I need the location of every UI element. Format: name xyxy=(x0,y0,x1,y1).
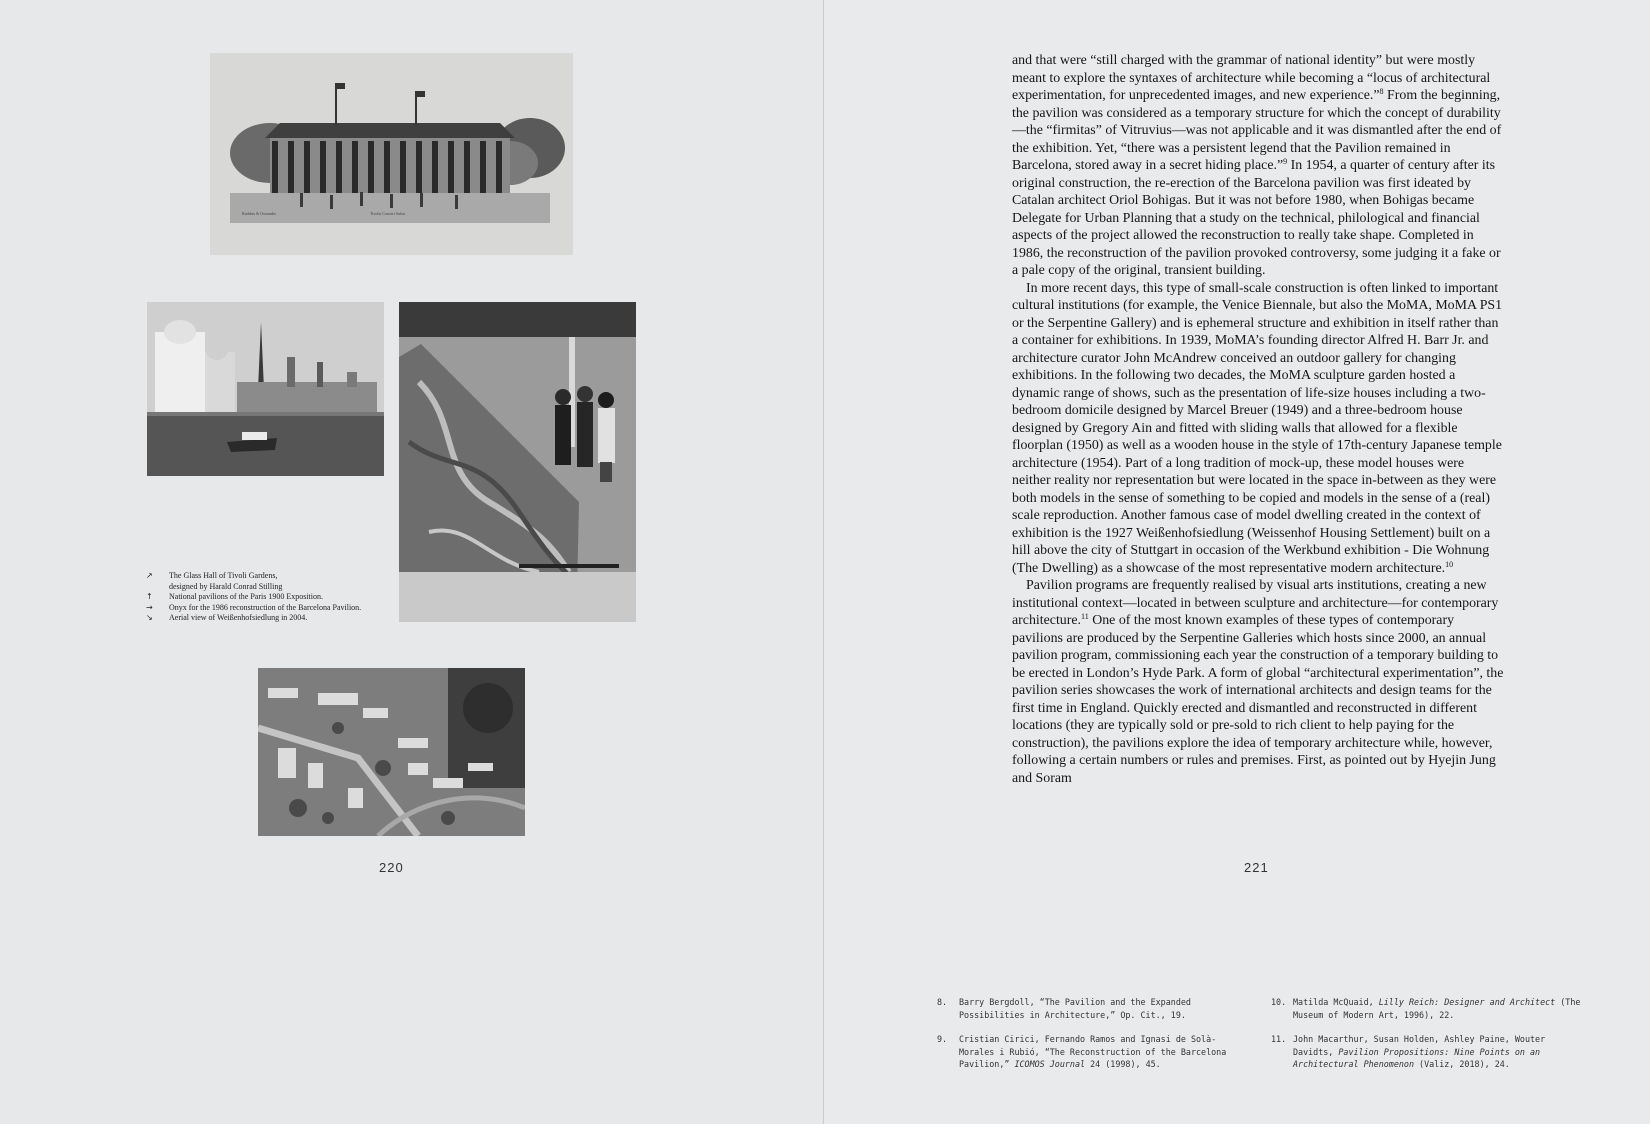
footnote-ref: 10 xyxy=(1445,559,1454,569)
caption-text: National pavilions of the Paris 1900 Exposition. xyxy=(169,592,323,602)
text-run: Pavilion programs are frequently realised by visual arts institutions, creating a new institutional context—located in between sculpture and architecture—for contemporary architecture. xyxy=(1012,578,1499,628)
footnote-run: John Macarthur, Susan Holden, Ashley Paine, Wouter Davidts, xyxy=(1293,1034,1546,1057)
footnote xyxy=(937,1033,1237,1071)
caption-line xyxy=(146,592,386,603)
glass-hall-engraving xyxy=(210,53,573,255)
engraving-credit-right: Tivolis Concert Salon xyxy=(370,211,405,216)
footnotes-left xyxy=(937,996,1237,1083)
aerial-weissenhof xyxy=(258,668,525,836)
text-run: In more recent days, this type of small-scale construction is often linked to important cultural institutions (for example, the Venice Biennale, but also the MoMA, MoMA PS1 or the Serpentine Gallery) and is ephemeral structure and exhibition in itself rather than a container for exhibitions. In 1939, MoMA’s founding director Alfred H. Barr Jr. and architecture curator John McAndrew conceived an outdoor gallery for changing exhibitions. In the following two decades, the MoMA sculpture garden hosted a dynamic range of shows, such as the presentation of life-size houses including a two-bedroom domicile designed by Marcel Breuer (1949) and a three-bedroom house designed by Gregory Ain and fitted with sliding walls that allowed for a flexible floorplan (1950) as well as a wooden house in the style of 17th-century Japanese temple architecture (1954). Part of a long tradition of mock-up, these model houses were neither reality nor representation but were located in the space in-between as they were both models in the sense of something to be copied and models in the sense of a (real) scale reproduction. Another famous case of model dwelling created in the context of exhibition is the 1927 Weißenhofsiedlung (Weissenhof Housing Settlement) built on a hill above the city of Stuttgart in occasion of the Werkbund exhibition - Die Wohnung (The Dwelling) as a showcase of the most representative modern architecture. xyxy=(1012,280,1503,576)
page-number-left: 220 xyxy=(379,860,404,875)
caption-line xyxy=(146,571,386,582)
arrow-se-icon: ↘ xyxy=(146,613,153,623)
caption-line xyxy=(146,582,386,593)
caption-text: Onyx for the 1986 reconstruction of the Barcelona Pavilion. xyxy=(169,602,362,612)
onyx-wall-photo xyxy=(399,302,636,622)
footnote-text xyxy=(1293,1033,1589,1071)
caption-arrow xyxy=(146,582,169,593)
arrow-ne-icon: ↗ xyxy=(146,571,153,580)
footnote-italic: Lilly Reich: Designer and Architect xyxy=(1378,997,1556,1007)
caption-block xyxy=(146,571,386,624)
text-run: and that were “still charged with the grammar of national identity” but were mostly meant to explore the syntaxes of architecture while becoming a “locus of architectural experimentation, for unprecedented images, and new experience.” xyxy=(1012,53,1491,103)
footnote-italic: ICOMOS Journal xyxy=(1014,1059,1086,1070)
footnote-run: Matilda McQuaid, xyxy=(1293,997,1379,1007)
footnote-run: (Valiz, 2018), 24. xyxy=(1414,1059,1510,1070)
caption-text: designed by Harald Conrad Stilling xyxy=(169,581,283,591)
caption-line xyxy=(146,603,386,614)
text-run: One of the most known examples of these types of contemporary pavilions are produced by the Serpentine Galleries which hosts since 2000, an annual pavilion program, commissioning each year the construction of a temporary building to be erected in London’s Hyde Park. A form of global “architectural experimentation”, the pavilion series showcases the work of international architects and design teams for the first time in England. Quickly erected and dismantled and reconstructed in different locations (they are typically sold or pre-sold to rich client to help paying for the construction), the pavilions explore the idea of temporary architecture while, however, following a certain numbers or rules and premises. First, as pointed out by Hyejin Jung and Soram xyxy=(1012,613,1504,786)
footnote-number: 9. xyxy=(937,1034,948,1045)
footnote-text xyxy=(959,996,1237,1021)
footnote-run: (The Museum of Modern Art, 1996), 22. xyxy=(1293,997,1581,1020)
body-text xyxy=(1012,52,1506,787)
footnote-number: 11. xyxy=(1271,1034,1287,1045)
paragraph-1 xyxy=(1012,52,1506,280)
caption-line xyxy=(146,613,386,624)
paris-1900-pavilions xyxy=(147,302,384,476)
caption-text: Aerial view of Weißenhofsiedlung in 2004. xyxy=(169,613,308,623)
footnote-run: 24 (1998), 45. xyxy=(1085,1059,1161,1070)
paragraph-3 xyxy=(1012,577,1506,787)
left-page xyxy=(0,0,823,1124)
paragraph-2 xyxy=(1012,280,1506,578)
text-run: From the beginning, the pavilion was considered as a temporary structure for which the concept of durability—the “firmitas” of Vitruvius—was not applicable and it was dismantled after the end of the exhibition. Yet, “there was a persistent legend that the Pavilion remained in Barcelona, stored away in a secret hiding place.” xyxy=(1012,88,1502,173)
footnote-italic: Pavilion Propositions: Nine Points on an Architectural Phenomenon xyxy=(1293,1046,1541,1070)
footnote-run: Barry Bergdoll, “The Pavilion and the Expanded Possibilities in Architecture,” Op. Cit., 19. xyxy=(959,997,1191,1020)
engraving-credit-left: Ruthbes & Ostrander xyxy=(242,211,276,216)
footnote xyxy=(1271,996,1589,1021)
footnote-ref: 9 xyxy=(1283,157,1288,166)
footnote-text xyxy=(1293,996,1589,1021)
footnote xyxy=(1271,1033,1589,1071)
footnotes-right xyxy=(1271,996,1589,1083)
footnote-run: Cristian Cirici, Fernando Ramos and Ignasi de Solà-Morales i Rubió, “The Reconstruction of the Barcelona Pavilion,” xyxy=(959,1034,1227,1070)
page-number-right: 221 xyxy=(1244,860,1269,875)
footnote xyxy=(937,996,1237,1021)
arrow-up-icon: ↑ xyxy=(146,592,153,602)
arrow-right-icon: → xyxy=(146,602,153,612)
caption-text: The Glass Hall of Tivoli Gardens, xyxy=(169,571,278,580)
footnote-ref: 8 xyxy=(1379,87,1384,96)
footnote-number: 10. xyxy=(1271,997,1287,1007)
footnote-ref: 11 xyxy=(1081,612,1089,621)
footnote-number: 8. xyxy=(937,997,948,1007)
text-run: In 1954, a quarter of century after its original construction, the re-erection of the Barcelona pavilion was first ideated by Catalan architect Oriol Bohigas. But it was not before 1980, when Bohigas became Delegate for Urban Planning that a study on the technical, philological and financial aspects of the project allowed the reconstruction to really take shape. Completed in 1986, the reconstruction of the pavilion provoked controversy, some judging it a fake or a pale copy of the original, transient building. xyxy=(1012,158,1501,278)
footnote-text xyxy=(959,1033,1237,1071)
